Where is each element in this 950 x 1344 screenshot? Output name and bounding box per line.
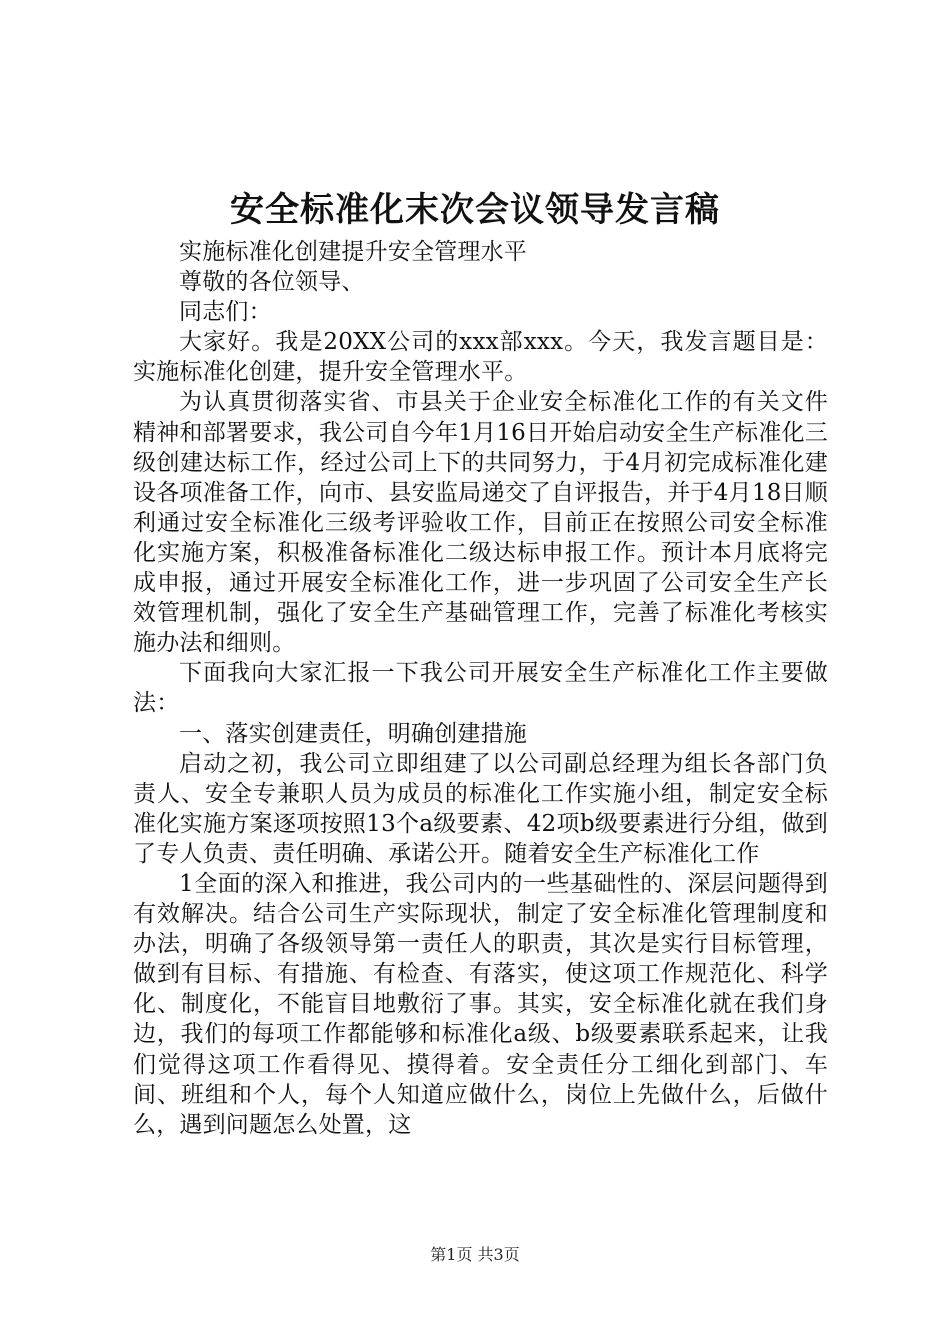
body-paragraph: 启动之初，我公司立即组建了以公司副总经理为组长各部门负责人、安全专兼职人员为成员的标准化工作实施小组，制定安全标准化实施方案逐项按照13个a级要素、42项b级要素进行分组，做到了专人负责、责任明确、承诺公开。随着安全生产标准化工作 (133, 750, 828, 867)
salutation-paragraph: 同志们： (179, 299, 272, 326)
salutation-paragraph: 尊敬的各位领导、 (179, 269, 365, 296)
body-paragraph: 1全面的深入和推进，我公司内的一些基础性的、深层问题得到有效解决。结合公司生产实际现状，制定了安全标准化管理制度和办法，明确了各级领导第一责任人的职责，其次是实行目标管理，做到有目标、有措施、有检查、有落实，使这项工作规范化、科学化、制度化，不能盲目地敷衍了事。其实，安全标准化就在我们身边，我们的每项工作都能够和标准化a级、b级要素联系起来，让我们觉得这项工作看得见、摸得着。安全责任分工细化到部门、车间、班组和个人，每个人知道应做什么，岗位上先做什么，后做什么，遇到问题怎么处置，这 (133, 870, 828, 1138)
page-footer: 第1页 共3页 (430, 1245, 520, 1264)
document-body (133, 237, 828, 1140)
section-heading: 一、落实创建责任，明确创建措施 (179, 720, 527, 747)
body-paragraph: 下面我向大家汇报一下我公司开展安全生产标准化工作主要做法： (133, 660, 828, 717)
document-title: 安全标准化末次会议领导发言稿 (230, 190, 720, 230)
body-paragraph: 为认真贯彻落实省、市县关于企业安全标准化工作的有关文件精神和部署要求，我公司自今年1月16日开始启动安全生产标准化三级创建达标工作，经过公司上下的共同努力，于4月初完成标准化建设各项准备工作，向市、县安监局递交了自评报告，并于4月18日顺利通过安全标准化三级考评验收工作，目前正在按照公司安全标准化实施方案，积极准备标准化二级达标申报工作。预计本月底将完成申报，通过开展安全标准化工作，进一步巩固了公司安全生产长效管理机制，强化了安全生产基础管理工作，完善了标准化考核实施办法和细则。 (133, 389, 828, 657)
subtitle-paragraph: 实施标准化创建提升安全管理水平 (179, 239, 527, 265)
body-paragraph: 大家好。我是20XX公司的xxx部xxx。今天，我发言题目是：实施标准化创建，提升安全管理水平。 (133, 329, 828, 386)
